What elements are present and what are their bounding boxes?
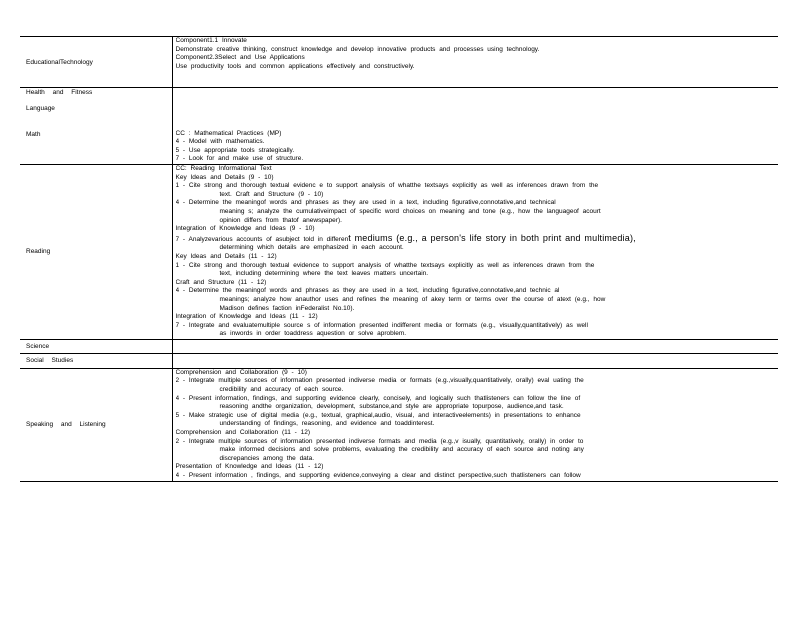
standards-table xyxy=(20,36,778,482)
standard-line-text: 5 - Use appropriate tools strategically. xyxy=(175,146,295,154)
standard-line xyxy=(176,313,777,322)
standards-cell xyxy=(172,88,778,165)
subject-cell xyxy=(20,165,172,340)
subject-label: Science xyxy=(26,342,50,350)
standards-cell xyxy=(172,368,778,481)
standard-line-text: discrepancies among the data. xyxy=(219,454,315,462)
table-row-speaking-listening xyxy=(20,368,778,481)
subject-cell xyxy=(20,353,172,368)
standard-line xyxy=(176,208,777,217)
standard-line xyxy=(176,369,777,378)
standard-line-text: Presentation of Knowledge and Ideas (11 - 12) xyxy=(175,463,324,471)
standard-line-text: Madison defines faction inFederalist No.10). xyxy=(219,304,355,312)
standard-line xyxy=(176,438,777,447)
standard-line xyxy=(176,446,777,455)
standard-line-text: as inwords in order toaddress aquestion or solve aproblem. xyxy=(219,330,407,338)
standards-cell xyxy=(172,37,778,88)
standard-line-text: 7 - Analyzevarious accounts of asubject told in differen xyxy=(175,235,349,243)
standard-line xyxy=(176,270,777,279)
standard-line-text: text. Craft and Structure (9 - 10) xyxy=(219,190,324,198)
standard-line-text: CC : Mathematical Practices (MP) xyxy=(175,129,282,137)
standard-line xyxy=(176,305,777,314)
standard-line xyxy=(176,330,777,339)
standard-line-text: 4 - Model with mathematics. xyxy=(175,138,265,146)
standard-line-text: 4 - Determine the meaningof words and phrases as they are used in a text, including figurative,connotative,and technical xyxy=(175,199,556,207)
standard-line-text: meaning s; analyze the cumulativeimpact of specific word choices on meaning and tone (e.g., how the languageof acourt xyxy=(219,207,601,215)
standards-cell xyxy=(172,165,778,340)
subject-label: EducationalTechnology xyxy=(26,58,93,66)
standard-line xyxy=(176,63,777,72)
standard-line xyxy=(176,244,777,253)
table-row-educational-technology xyxy=(20,37,778,88)
standards-lines xyxy=(176,37,777,71)
standard-line xyxy=(176,472,777,481)
standard-line xyxy=(176,147,777,156)
subject-label: Social Studies xyxy=(26,357,74,365)
standard-line-text: Craft and Structure (11 - 12) xyxy=(175,278,267,286)
standards-lines xyxy=(176,165,777,339)
subject-cell xyxy=(20,37,172,88)
standard-line-text: meanings; analyze how anauthor uses and refines the meaning of akey term or terms over the course of atext (e.g., how xyxy=(219,295,606,303)
standard-line xyxy=(176,46,777,55)
standard-line-text: Comprehension and Collaboration (11 - 12) xyxy=(175,429,311,437)
standard-line-text: understanding of findings, reasoning, and evidence and toaddinterest. xyxy=(219,420,435,428)
standard-line xyxy=(176,395,777,404)
standard-line-text: Component2.3Select and Use Applications xyxy=(175,54,305,62)
standard-line-text: 1 - Cite strong and thorough textual evidence to support analysis of whatthe textsays explicitly as well as inferences drawn from the xyxy=(175,261,595,269)
standard-line-text: 7 - Integrate and evaluatemultiple source s of information presented indifferent media or formats (e.g., visually,quantitatively) as well xyxy=(175,321,588,329)
subject-cell xyxy=(20,339,172,353)
standard-line xyxy=(176,165,777,174)
standard-line xyxy=(176,463,777,472)
standard-line xyxy=(176,54,777,63)
standards-lines xyxy=(176,369,777,481)
standard-line-text: Comprehension and Collaboration (9 - 10) xyxy=(175,368,307,376)
standard-line xyxy=(176,279,777,288)
table-row-reading xyxy=(20,165,778,340)
table-row-science xyxy=(20,339,778,353)
standard-line-text: Integration of Knowledge and Ideas (9 - 10) xyxy=(175,225,315,233)
subject-cell xyxy=(20,88,172,165)
standard-line-text: 4 - Present information , findings, and supporting evidence,conveying a clear and distinct perspective,such thatlisteners can follow xyxy=(175,472,581,479)
standard-line-text: 4 - Determine the meaningof words and phrases as they are used in a text, including figurative,connotative,and technic al xyxy=(175,287,560,295)
standard-line-text: opinion differs from thatof anewspaper). xyxy=(219,216,342,224)
subject-label-language: Language xyxy=(26,105,55,112)
standard-line-text: 7 - Look for and make use of structure. xyxy=(175,155,304,163)
standard-line xyxy=(176,455,777,464)
standard-line xyxy=(176,182,777,191)
standards-cell xyxy=(172,339,778,353)
standard-line xyxy=(176,296,777,305)
standard-line xyxy=(176,287,777,296)
standard-line xyxy=(176,174,777,183)
standards-lines xyxy=(176,130,777,164)
standard-line xyxy=(176,37,777,46)
standard-line xyxy=(176,225,777,234)
standard-line xyxy=(176,403,777,412)
standard-line-text: reasoning andthe organization, development, substance,and style are appropriate topurpose, audience,and task. xyxy=(219,403,564,411)
standard-line-text: Key Ideas and Details (11 - 12) xyxy=(175,252,277,260)
standard-line-text: Demonstrate creative thinking, construct knowledge and develop innovative products and processes using technology. xyxy=(175,45,540,53)
standard-line-text: credibility and accuracy of each source. xyxy=(219,386,344,394)
standard-line-text: 2 - Integrate multiple sources of information presented indiverse formats and media (e.g.,v isually, quantitatively, orally) in order to xyxy=(175,437,584,445)
standard-line xyxy=(176,138,777,147)
standard-line-text: 5 - Make strategic use of digital media (e.g., textual, graphical,audio, visual, and interactiveelements) in presentations to enhance xyxy=(175,411,581,419)
table-row-health-language-math xyxy=(20,88,778,165)
standard-line-text: Component1.1 Innovate xyxy=(175,37,247,44)
table-row-social-studies xyxy=(20,353,778,368)
subject-cell xyxy=(20,368,172,481)
standard-line xyxy=(176,386,777,395)
standard-line xyxy=(176,377,777,386)
standard-line-text: Key Ideas and Details (9 - 10) xyxy=(175,173,274,181)
standard-line xyxy=(176,217,777,226)
standards-cell xyxy=(172,353,778,368)
standard-line xyxy=(176,412,777,421)
standard-line xyxy=(176,234,777,245)
standard-line-text: CC: Reading Informational Text xyxy=(175,165,272,172)
standard-line-text: 1 - Cite strong and thorough textual evidenc e to support analysis of whatthe textsays explicitly as well as inferences drawn from the xyxy=(175,182,599,190)
standard-line-text: text, including determining where the text leaves matters uncertain. xyxy=(219,270,429,278)
standard-line xyxy=(176,429,777,438)
subject-label: Speaking and Listening xyxy=(26,421,106,429)
standard-line-text: Integration of Knowledge and Ideas (11 - 12) xyxy=(175,313,318,321)
subject-label-health-fitness: Health and Fitness xyxy=(26,89,93,96)
standard-line xyxy=(176,130,777,139)
standard-line xyxy=(176,322,777,331)
standard-line xyxy=(176,191,777,200)
standard-line-text: Use productivity tools and common applications effectively and constructively. xyxy=(175,62,415,70)
standard-line-text: make informed decisions and solve problems, evaluating the credibility and accuracy of each source and noting any xyxy=(219,446,584,454)
standard-line xyxy=(176,155,777,164)
subject-label-math: Math xyxy=(26,131,41,138)
standard-line-text: 4 - Present information, findings, and supporting evidence clearly, concisely, and logically such thatlisteners can follow the line of xyxy=(175,394,581,402)
subject-label: Reading xyxy=(26,248,51,256)
standard-line-tail-text: t mediums (e.g., a person's life story in both print and multimedia), xyxy=(348,233,636,243)
standard-line xyxy=(176,253,777,262)
standard-line xyxy=(176,199,777,208)
standard-line-text: 2 - Integrate multiple sources of information presented indiverse media or formats (e.g.,visually,quantitatively, orally) eval uating the xyxy=(175,377,584,385)
standard-line-text: determining which details are emphasized in each account. xyxy=(219,244,404,252)
standard-line xyxy=(176,420,777,429)
standard-line xyxy=(176,262,777,271)
